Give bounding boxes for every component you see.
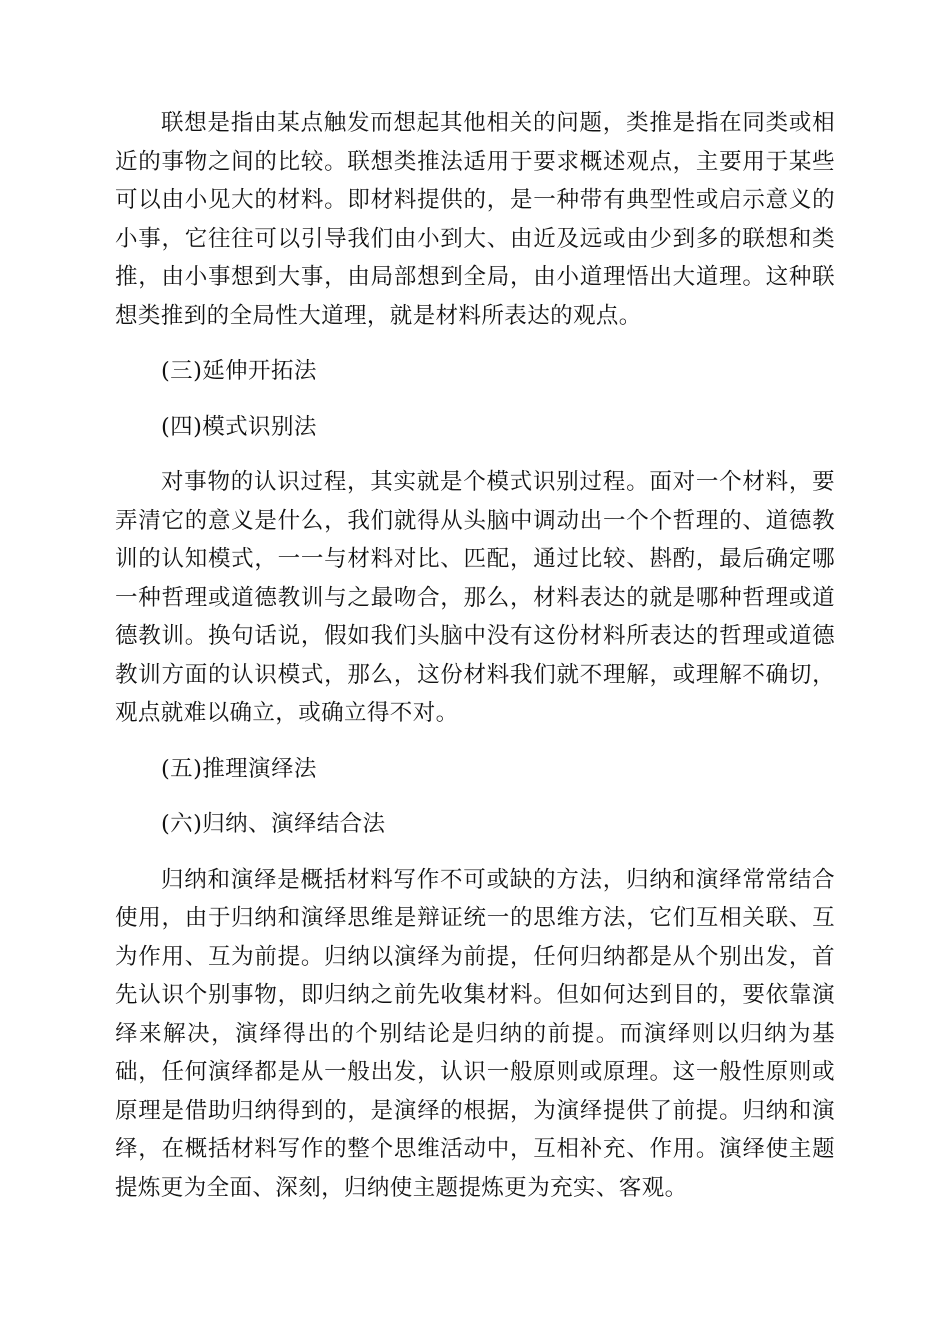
section-heading-induction-deduction: (六)归纳、演绎结合法 — [161, 811, 386, 837]
document-page — [115, 104, 835, 1207]
section-heading-deduction: (五)推理演绎法 — [161, 755, 317, 782]
paragraph-association-analogy: 联想是指由某点触发而想起其他相关的问题，类推是指在同类或相近的事物之间的比较。联想类推法适用于要求概述观点，主要用于某些可以由小见大的材料。即材料提供的，是一种带有典型性或启示意义的小事，它往往可以引导我们由小到大、由近及远或由少到多的联想和类推，由小事想到大事，由局部想到全局，由小道理悟出大道理。这种联想类推到的全局性大道理，就是材料所表达的观点。 — [115, 110, 835, 329]
section-heading-pattern-recognition: (四)模式识别法 — [161, 413, 317, 440]
section-heading-extension: (三)延伸开拓法 — [161, 358, 317, 384]
paragraph-pattern-recognition: 对事物的认识过程，其实就是个模式识别过程。面对一个材料，要弄清它的意义是什么，我们就得从头脑中调动出一个个哲理的、道德教训的认知模式，一一与材料对比、匹配，通过比较、斟酌，最后确定哪一种哲理或道德教训与之最吻合，那么，材料表达的就是哪种哲理或道德教训。换句话说，假如我们头脑中没有这份材料所表达的哲理或道德教训方面的认识模式，那么，这份材料我们就不理解，或理解不确切，观点就难以确立，或确立得不对。 — [115, 469, 835, 726]
paragraph-induction-deduction: 归纳和演绎是概括材料写作不可或缺的方法，归纳和演绎常常结合使用，由于归纳和演绎思维是辩证统一的思维方法，它们互相关联、互为作用、互为前提。归纳以演绎为前提，任何归纳都是从个别出发，首先认识个别事物，即归纳之前先收集材料。但如何达到目的，要依靠演绎来解决，演绎得出的个别结论是归纳的前提。而演绎则以归纳为基础，任何演绎都是从一般出发，认识一般原则或原理。这一般性原则或原理是借助归纳得到的，是演绎的根据，为演绎提供了前提。归纳和演绎，在概括材料写作的整个思维活动中，互相补充、作用。演绎使主题提炼更为全面、深刻，归纳使主题提炼更为充实、客观。 — [115, 866, 835, 1201]
